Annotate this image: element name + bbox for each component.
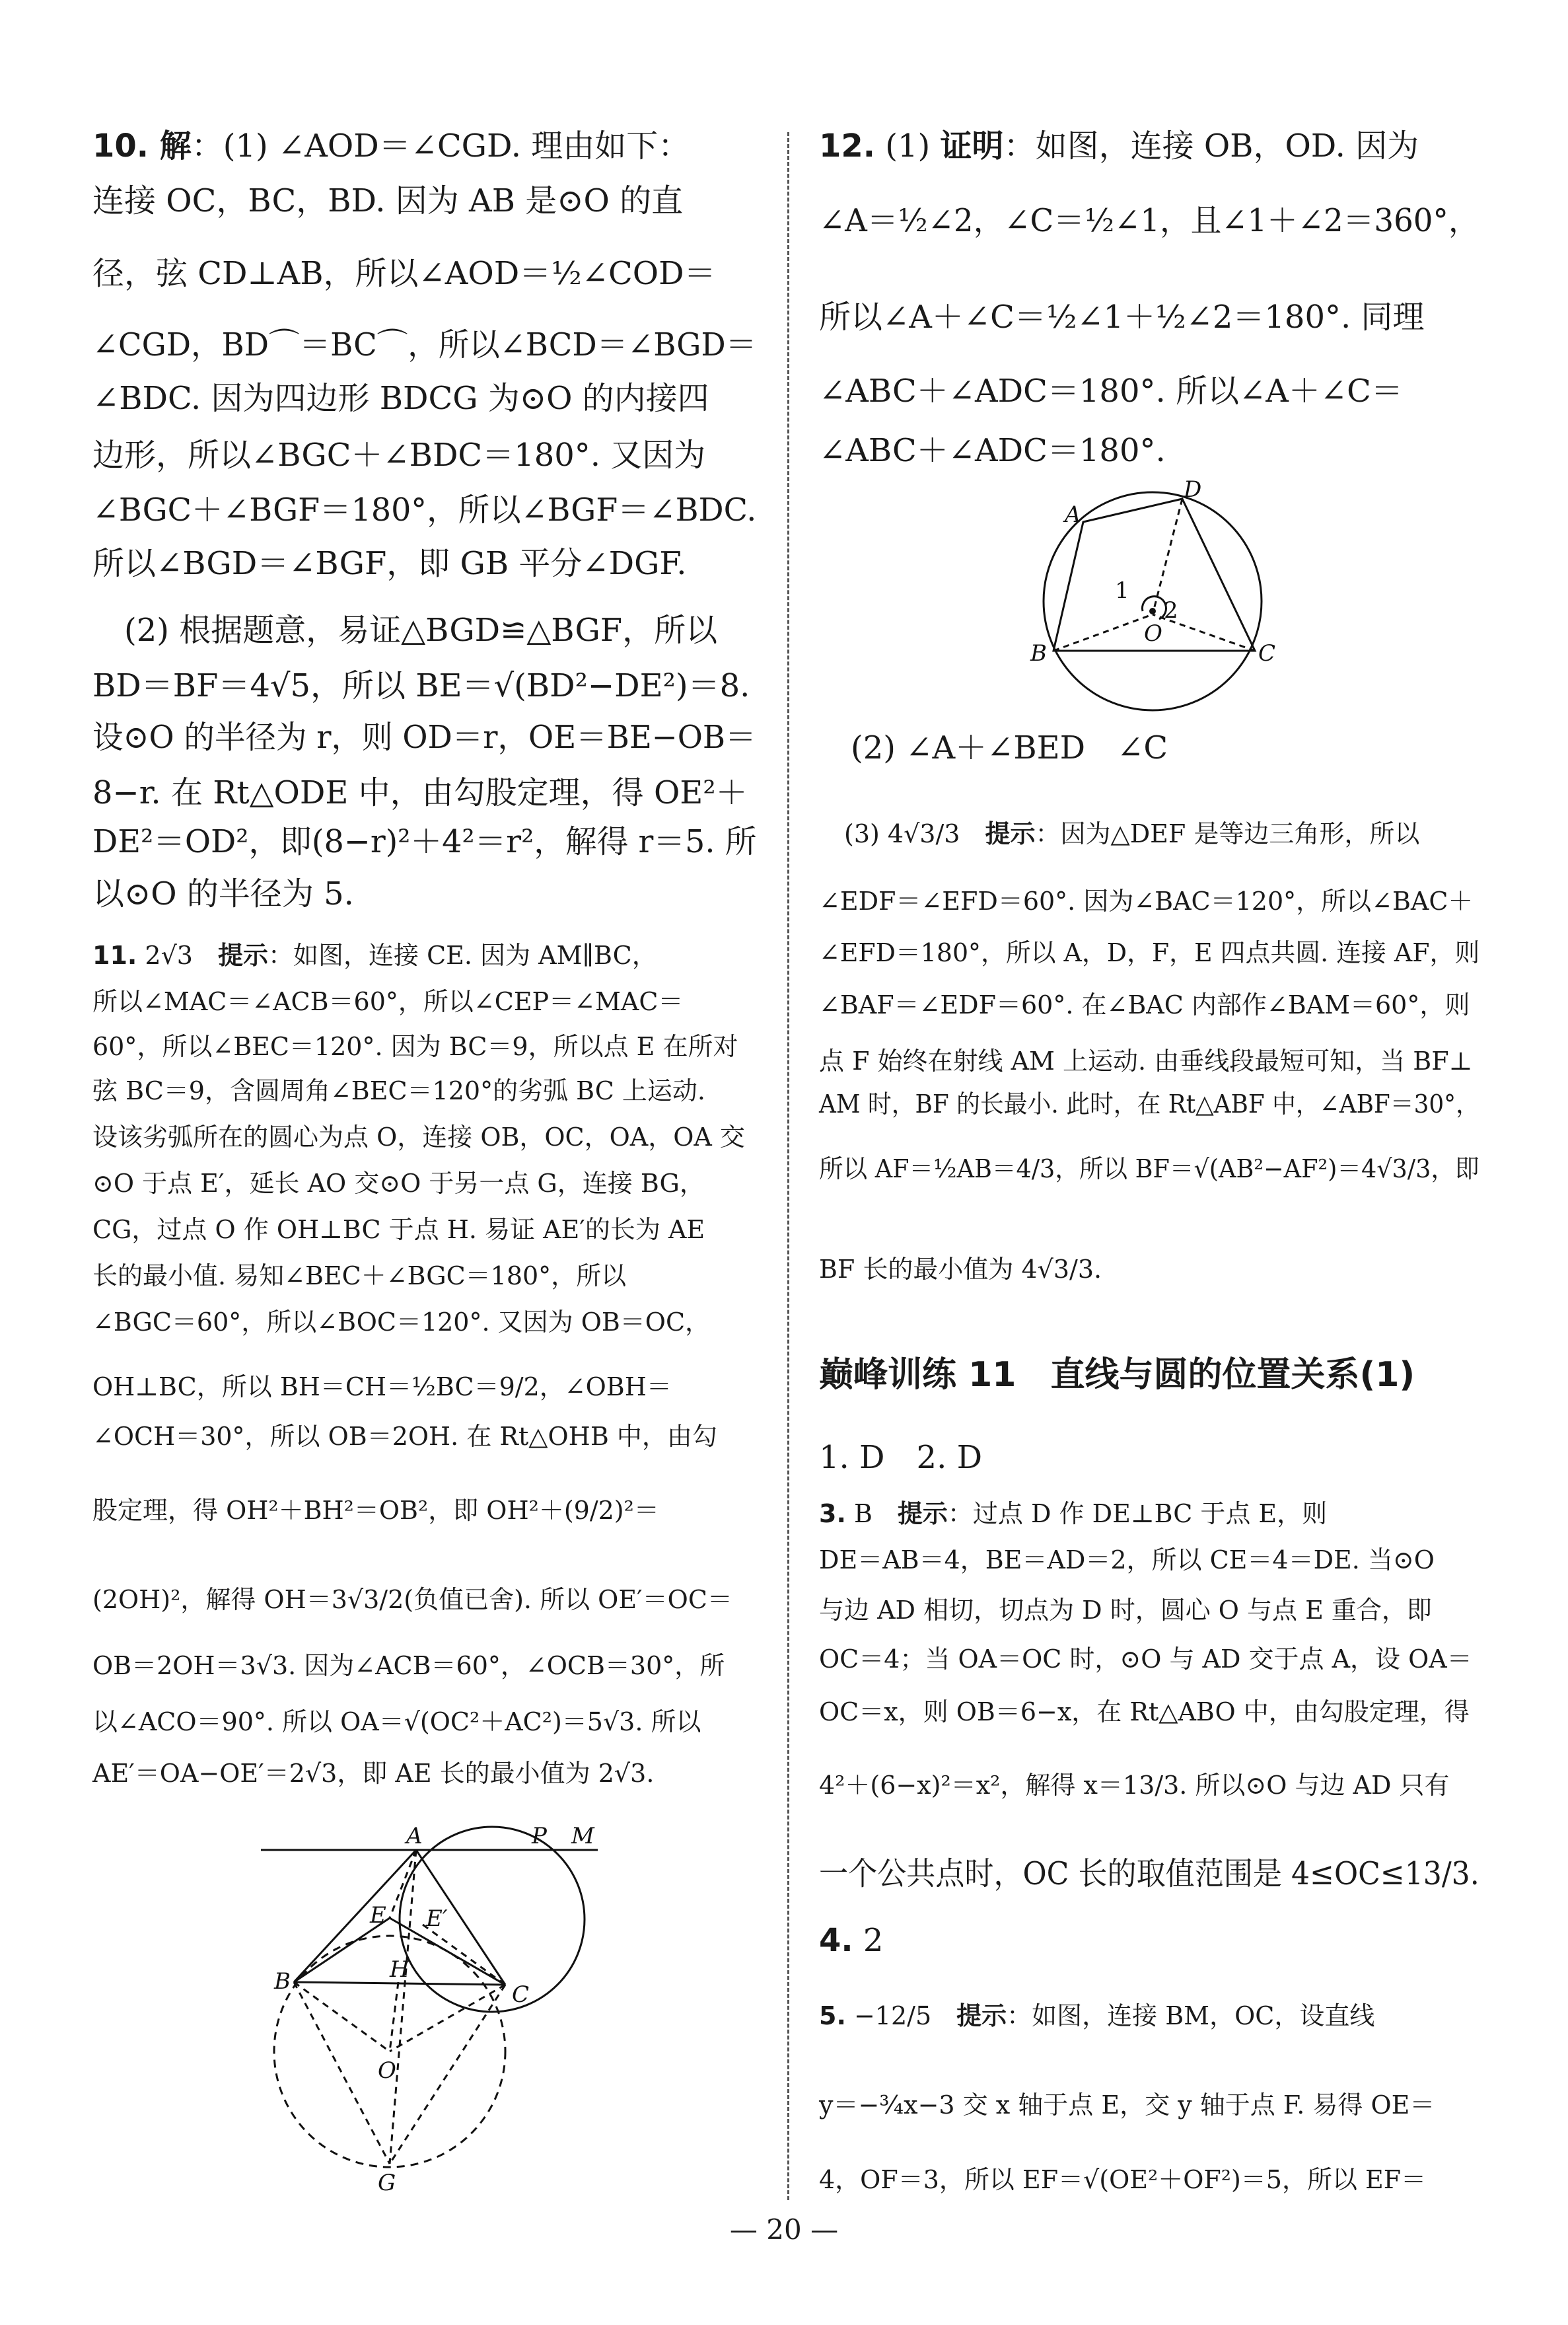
text-run: 设⊙O 的半径为 r，则 OD＝r，OE＝BE−OB＝ — [92, 719, 756, 756]
text-line — [819, 1855, 1479, 1892]
text-line — [92, 1653, 725, 1678]
label-b: B — [1030, 640, 1047, 667]
text-line — [819, 1439, 983, 1476]
text-run: (2OH)²，解得 OH＝3√3/2(负值已舍). 所以 OE′＝OC＝ — [92, 1585, 732, 1614]
text-run: 以∠ACO＝90°. 所以 OA＝√(OC²＋AC²)＝5√3. 所以 — [92, 1707, 701, 1736]
text-line — [92, 545, 687, 582]
text-run: ∠ABC＋∠ADC＝180°. — [819, 432, 1166, 469]
text-run: (2) 根据题意，易证△BGD≌△BGF，所以 — [92, 612, 718, 649]
text-run: 1. D 2. D — [819, 1439, 983, 1476]
text-run: ∠ABC＋∠ADC＝180°. 所以∠A＋∠C＝ — [819, 373, 1403, 410]
text-run: 60°，所以∠BEC＝120°. 因为 BC＝9，所以点 E 在所对 — [92, 1032, 738, 1061]
text-line — [819, 1501, 1327, 1526]
text-run: ∠EDF＝∠EFD＝60°. 因为∠BAC＝120°，所以∠BAC＋ — [819, 887, 1474, 916]
text-run: ∠BDC. 因为四边形 BDCG 为⊙O 的内接四 — [92, 380, 709, 417]
label-d: D — [1184, 476, 1202, 503]
text-run: 所以∠MAC＝∠ACB＝60°，所以∠CEP＝∠MAC＝ — [92, 987, 684, 1016]
column-divider — [787, 132, 789, 2200]
text-line — [819, 821, 1419, 846]
text-run: DE²＝OD²，即(8−r)²＋4²＝r²，解得 r＝5. 所 — [92, 823, 757, 860]
text-line — [819, 1773, 1450, 1798]
text-run: 设该劣弧所在的圆心为点 O，连接 OB，OC，OA，OA 交 — [92, 1123, 745, 1152]
bold-label: 4. — [819, 1922, 853, 1959]
text-line — [92, 1078, 705, 1103]
label-h: H — [390, 1956, 410, 1983]
label-c: C — [512, 1981, 530, 2008]
text-run: 径，弦 CD⊥AB，所以∠AOD＝½∠COD＝ — [92, 255, 716, 292]
text-run: 所以∠A＋∠C＝½∠1＋½∠2＝180°. 同理 — [819, 299, 1425, 336]
bold-label: 3. — [819, 1499, 846, 1528]
text-run: DE＝AB＝4，BE＝AD＝2，所以 CE＝4＝DE. 当⊙O — [819, 1545, 1435, 1574]
bold-label: 10. 解 — [92, 128, 192, 165]
text-line — [92, 128, 690, 165]
text-line — [819, 889, 1473, 914]
bold-label: 11. — [92, 941, 137, 970]
text-line — [92, 612, 718, 649]
text-run: ∠EFD＝180°，所以 A，D，F，E 四点共圆. 连接 AF，则 — [819, 938, 1480, 967]
label-c: C — [1258, 640, 1276, 667]
text-line — [92, 989, 683, 1014]
text-run: 8−r. 在 Rt△ODE 中，由勾股定理，得 OE²＋ — [92, 774, 748, 811]
text-line — [92, 255, 716, 292]
text-run: ：因为△DEF 是等边三角形，所以 — [1035, 819, 1420, 848]
text-line — [92, 1171, 705, 1196]
text-run: OB＝2OH＝3√3. 因为∠ACB＝60°，∠OCB＝30°，所 — [92, 1651, 725, 1680]
text-line — [819, 1598, 1432, 1623]
text-run: ：(1) ∠AOD＝∠CGD. 理由如下： — [191, 128, 690, 165]
text-run: 2√3 — [137, 941, 218, 970]
text-run: ∠CGD，BD⌒＝BC⌒，所以∠BCD＝∠BGD＝ — [92, 326, 757, 363]
text-line — [92, 1125, 745, 1150]
text-line — [92, 875, 354, 912]
text-line — [819, 2003, 1374, 2028]
label-o: O — [1144, 620, 1162, 647]
text-run: ∠BGC＋∠BGF＝180°，所以∠BGF＝∠BDC. — [92, 492, 757, 529]
label-e-prime: E′ — [426, 1905, 448, 1932]
text-line — [92, 1217, 705, 1242]
quadrilateral-abcd — [1053, 499, 1255, 651]
page-number: — 20 — — [729, 2213, 839, 2246]
label-angle-2: 2 — [1164, 597, 1178, 624]
text-line — [819, 1922, 884, 1959]
text-line — [819, 128, 1419, 165]
section-heading: 巅峰训练 11 直线与圆的位置关系(1) — [819, 1355, 1415, 1395]
text-line — [819, 1547, 1435, 1572]
text-run: B — [845, 1499, 898, 1528]
text-run: 所以 AF＝½AB＝4/3，所以 BF＝√(AB²−AF²)＝4√3/3，即 — [819, 1154, 1479, 1183]
text-run: ∠A＝½∠2，∠C＝½∠1，且∠1＋∠2＝360°， — [819, 202, 1479, 239]
text-run: OC＝x，则 OB＝6−x，在 Rt△ABO 中，由勾股定理，得 — [819, 1697, 1470, 1726]
text-line — [92, 943, 657, 968]
text-run: ∠BAF＝∠EDF＝60°. 在∠BAC 内部作∠BAM＝60°，则 — [819, 990, 1470, 1019]
text-line — [92, 774, 748, 811]
label-o: O — [378, 2057, 396, 2084]
text-line — [92, 182, 684, 219]
label-b: B — [274, 1968, 291, 1995]
text-line — [819, 1257, 1102, 1282]
text-line — [92, 1498, 659, 1523]
text-run: y＝−¾x−3 交 x 轴于点 E，交 y 轴于点 F. 易得 OE＝ — [819, 2090, 1435, 2120]
text-run: CG，过点 O 作 OH⊥BC 于点 H. 易证 AE′的长为 AE — [92, 1215, 705, 1244]
label-p: P — [532, 1823, 547, 1849]
text-run: AE′＝OA−OE′＝2√3，即 AE 长的最小值为 2√3. — [92, 1759, 655, 1788]
text-line — [819, 432, 1166, 469]
bold-label: 5. — [819, 2001, 846, 2030]
label-angle-1: 1 — [1115, 577, 1129, 604]
text-line — [819, 2167, 1426, 2192]
text-run: 与边 AD 相切，切点为 D 时，圆心 O 与点 E 重合，即 — [819, 1596, 1432, 1625]
text-line — [92, 380, 709, 417]
circle-o — [274, 1936, 505, 2167]
text-line — [92, 326, 757, 363]
text-run: (2) ∠A＋∠BED ∠C — [819, 729, 1168, 766]
circle-aec — [400, 1827, 585, 2012]
text-line — [819, 2092, 1435, 2118]
text-run: 2 — [853, 1922, 884, 1959]
text-line — [819, 373, 1403, 410]
bold-label: 提示 — [956, 2001, 1007, 2030]
text-line — [819, 1646, 1472, 1672]
text-line — [92, 1587, 732, 1612]
text-run: 4，OF＝3，所以 EF＝√(OE²＋OF²)＝5，所以 EF＝ — [819, 2165, 1427, 2194]
circle-o — [1044, 492, 1262, 710]
text-line — [819, 992, 1470, 1017]
text-line — [92, 1709, 701, 1734]
text-line — [92, 492, 757, 529]
bold-label: 证明 — [940, 128, 1004, 165]
bold-label: 提示 — [897, 1499, 948, 1528]
text-line — [92, 1374, 672, 1399]
bold-label: 提示 — [985, 819, 1036, 848]
text-run: ：过点 D 作 DE⊥BC 于点 E，则 — [947, 1499, 1328, 1528]
label-a: A — [406, 1823, 423, 1849]
bold-label: 提示 — [217, 941, 268, 970]
text-line — [819, 202, 1479, 239]
text-line — [819, 729, 1168, 766]
text-line — [92, 1034, 738, 1059]
text-run: OC＝4；当 OA＝OC 时，⊙O 与 AD 交于点 A，设 OA＝ — [819, 1644, 1472, 1674]
text-run: 点 F 始终在射线 AM 上运动. 由垂线段最短可知，当 BF⊥ — [819, 1047, 1473, 1076]
text-run: 连接 OC，BC，BD. 因为 AB 是⊙O 的直 — [92, 182, 684, 219]
text-run: ∠OCH＝30°，所以 OB＝2OH. 在 Rt△OHB 中，由勾 — [92, 1422, 717, 1451]
text-run: BF 长的最小值为 4√3/3. — [819, 1255, 1102, 1284]
text-run: 所以∠BGD＝∠BGF，即 GB 平分∠DGF. — [92, 545, 687, 582]
text-line — [92, 823, 757, 860]
text-run: ：如图，连接 CE. 因为 AM∥BC， — [268, 941, 657, 970]
text-run: AM 时，BF 的长最小. 此时，在 Rt△ABF 中，∠ABF＝30°， — [819, 1089, 1479, 1119]
text-run: (3) 4√3/3 — [819, 819, 985, 848]
text-run: 股定理，得 OH²＋BH²＝OB²，即 OH²＋(9/2)²＝ — [92, 1496, 659, 1525]
label-e: E — [370, 1902, 386, 1929]
text-run: ：如图，连接 BM，OC，设直线 — [1007, 2001, 1375, 2030]
label-a: A — [1065, 501, 1081, 528]
text-line — [92, 1263, 626, 1288]
text-line — [92, 1310, 710, 1335]
text-run: 边形，所以∠BGC＋∠BDC＝180°. 又因为 — [92, 437, 706, 474]
text-run: 4²＋(6−x)²＝x²，解得 x＝13/3. 所以⊙O 与边 AD 只有 — [819, 1771, 1450, 1800]
text-run: ∠BGC＝60°，所以∠BOC＝120°. 又因为 OB＝OC， — [92, 1308, 711, 1337]
text-line — [92, 719, 756, 756]
text-run: 以⊙O 的半径为 5. — [92, 875, 354, 912]
text-line — [92, 667, 750, 704]
text-line — [92, 1761, 654, 1786]
text-line — [819, 940, 1479, 965]
angle-arc — [1142, 597, 1166, 619]
text-run: 长的最小值. 易知∠BEC＋∠BGC＝180°，所以 — [92, 1261, 627, 1290]
bold-label: 12. — [819, 128, 876, 165]
text-run: ：如图，连接 OB，OD. 因为 — [1003, 128, 1419, 165]
text-run: 一个公共点时，OC 长的取值范围是 4≤OC≤13/3. — [819, 1855, 1479, 1892]
text-line — [819, 1699, 1470, 1724]
text-line — [819, 1091, 1479, 1117]
text-line — [819, 1156, 1479, 1181]
text-run: OH⊥BC，所以 BH＝CH＝½BC＝9/2，∠OBH＝ — [92, 1372, 672, 1401]
label-g: G — [378, 2170, 396, 2196]
text-line — [92, 1424, 717, 1449]
text-run: (1) — [875, 128, 941, 165]
text-run: −12/5 — [845, 2001, 957, 2030]
text-run: ⊙O 于点 E′，延长 AO 交⊙O 于另一点 G，连接 BG， — [92, 1169, 705, 1198]
label-m: M — [571, 1823, 594, 1849]
text-line — [92, 437, 706, 474]
text-run: BD＝BF＝4√5，所以 BE＝√(BD²−DE²)＝8. — [92, 667, 750, 704]
text-line — [819, 299, 1425, 336]
text-line — [819, 1049, 1472, 1074]
text-run: 弦 BC＝9，含圆周角∠BEC＝120°的劣弧 BC 上运动. — [92, 1076, 706, 1105]
